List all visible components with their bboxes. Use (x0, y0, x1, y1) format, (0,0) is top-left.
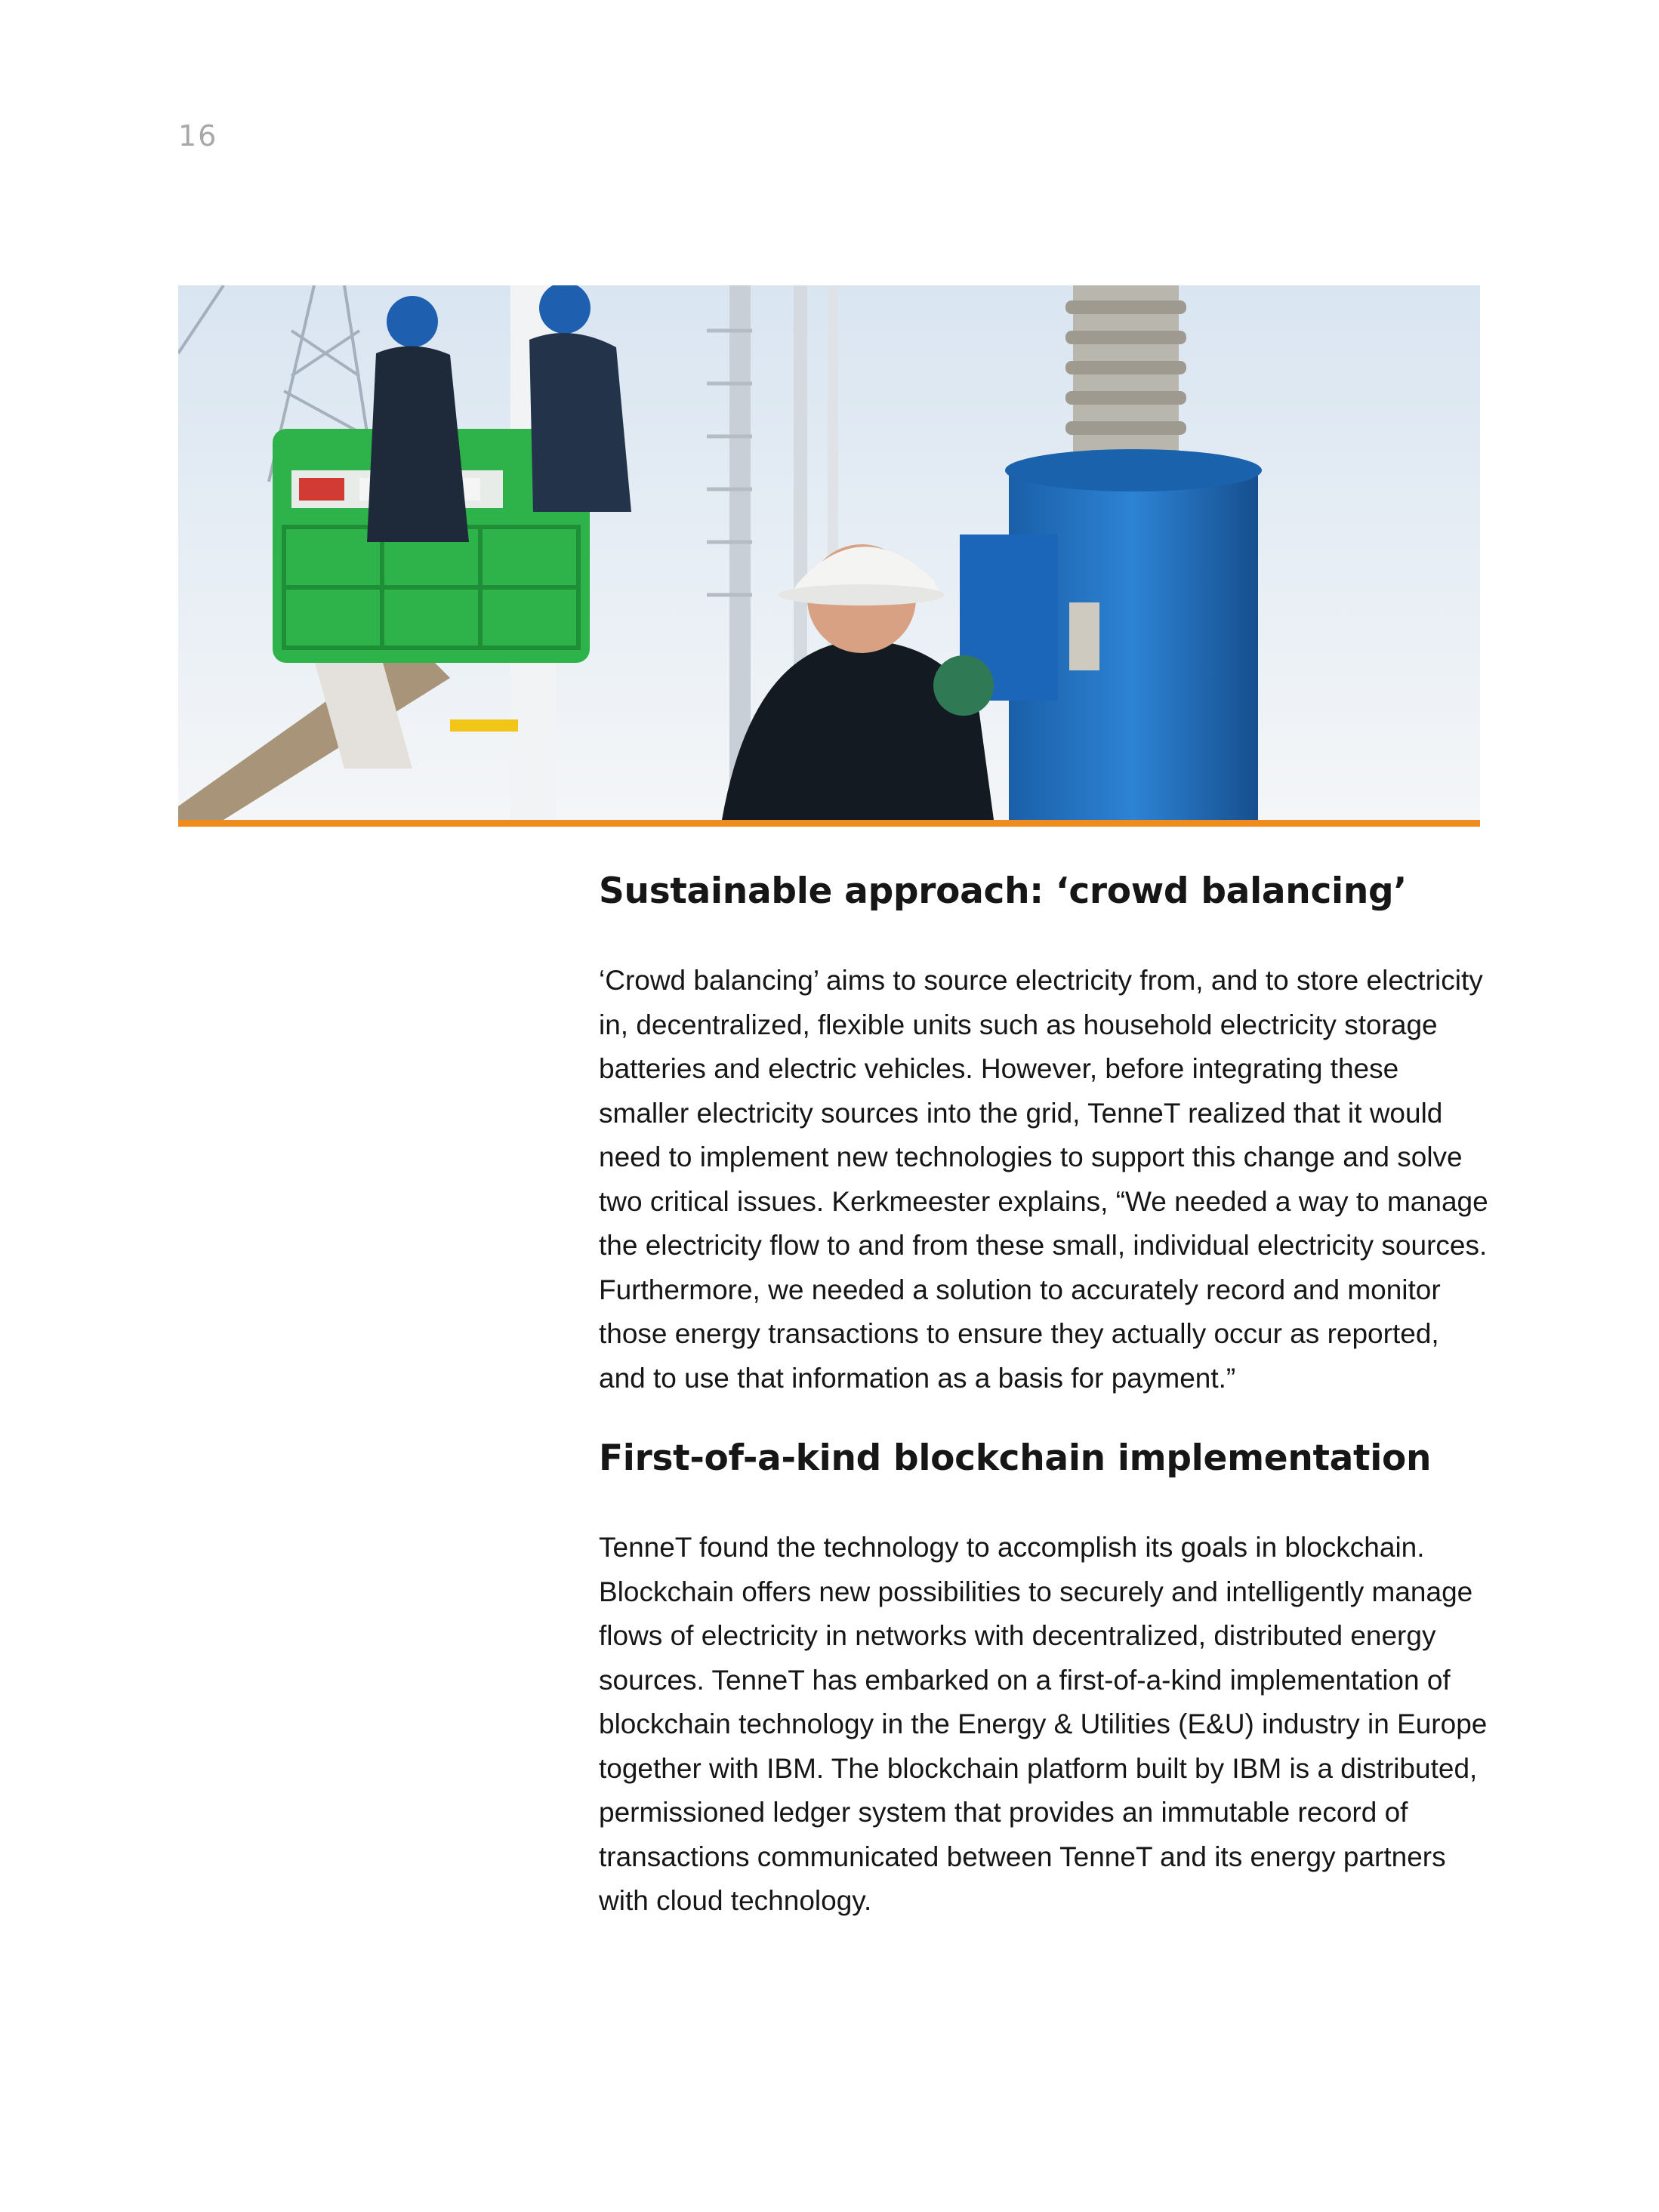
workers-substation-illustration (178, 285, 1480, 820)
hero-photo (178, 285, 1480, 820)
article-content (599, 867, 1490, 1924)
section-heading-crowd-balancing: Sustainable approach: ‘crowd balancing’ (599, 870, 1407, 912)
section-body-crowd-balancing: ‘Crowd balancing’ aims to source electricity from, and to store electricity in, decentralized, flexible units such as household electricity storage batteries and electric vehicles. However, before integrating these smaller electricity sources into the grid, TenneT realized that it would need to implement new technologies to support this change and solve two critical issues. Kerkmeester explains, “We needed a way to manage the electricity flow to and from these small, individual electricity sources. Furthermore, we needed a solution to accurately record and monitor those energy transactions to ensure they actually occur as reported, and to use that information as a basis for payment.” (599, 965, 1488, 1394)
page-number: 16 (178, 119, 218, 152)
section-heading-blockchain: First-of-a-kind blockchain implementation (599, 1437, 1432, 1479)
section-body-blockchain: TenneT found the technology to accomplish its goals in blockchain. Blockchain offers new possibilities to securely and intelligently manage flows of electricity in networks with decentralized, distributed energy sources. TenneT has embarked on a first-of-a-kind implementation of blockchain technology in the Energy & Utilities (E&U) industry in Europe together with IBM. The blockchain platform built by IBM is a distributed, permissioned ledger system that provides an immutable record of transactions communicated between TenneT and its energy partners with cloud technology. (599, 1532, 1488, 1916)
hero-accent-rule (178, 820, 1480, 827)
